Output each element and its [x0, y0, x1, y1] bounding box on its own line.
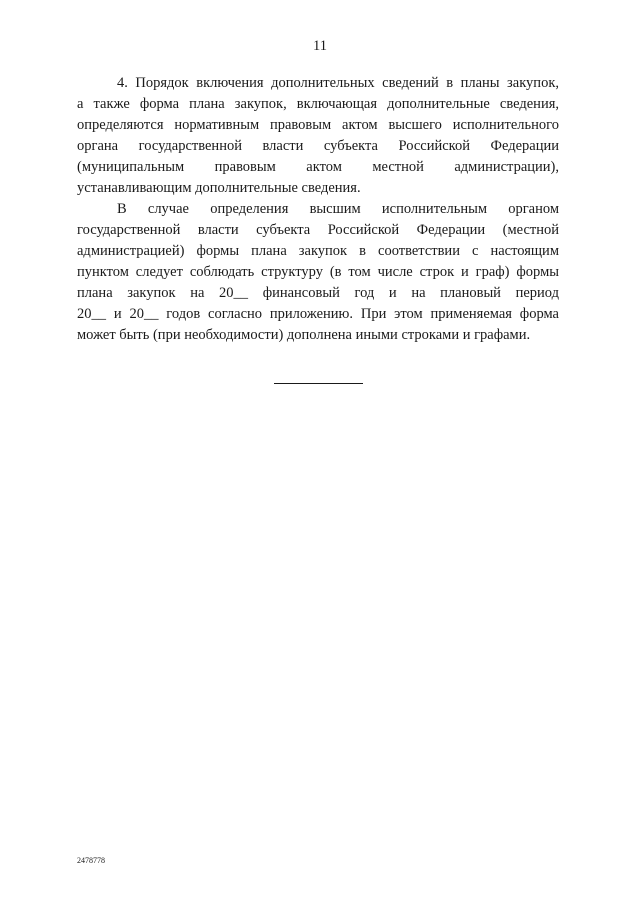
text-line: государственной власти субъекта Российской Федерации (местной	[77, 222, 559, 238]
end-divider	[274, 383, 363, 384]
text-line: 4. Порядок включения дополнительных сведений в планы закупок,	[117, 75, 559, 91]
text-line: пунктом следует соблюдать структуру (в том числе строк и граф) формы	[77, 264, 559, 280]
text-line: устанавливающим дополнительные сведения.	[77, 180, 361, 196]
text-line: может быть (при необходимости) дополнена иными строками и графами.	[77, 327, 531, 343]
paragraph-4	[77, 73, 559, 199]
page-number: 11	[313, 38, 327, 54]
document-id: 2478778	[77, 856, 105, 865]
text-line: 20__ и 20__ годов согласно приложению. При этом применяемая форма	[77, 306, 559, 322]
text-line: определяются нормативным правовым актом высшего исполнительного	[77, 117, 559, 133]
text-line: а также форма плана закупок, включающая дополнительные сведения,	[77, 96, 559, 112]
text-line: администрацией) формы плана закупок в соответствии с настоящим	[77, 243, 559, 259]
text-line: органа государственной власти субъекта Российской Федерации	[77, 138, 559, 154]
text-line: В случае определения высшим исполнительным органом	[117, 201, 559, 217]
paragraph-5	[77, 199, 559, 346]
text-line: (муниципальным правовым актом местной администрации),	[77, 159, 559, 175]
document-body	[77, 73, 559, 346]
text-line: плана закупок на 20__ финансовый год и на плановый период	[77, 285, 559, 301]
